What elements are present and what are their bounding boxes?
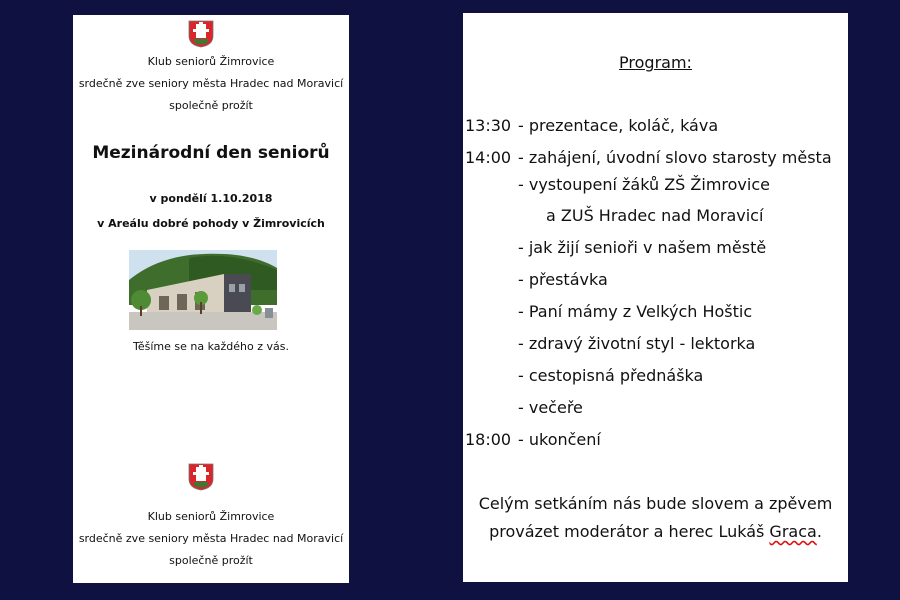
- spend-line: společně prožít: [169, 99, 253, 112]
- club-name: Klub seniorů Žimrovice: [147, 55, 275, 68]
- program-text: - prezentace, koláč, káva: [518, 116, 719, 135]
- moderator-name: Graca: [769, 522, 817, 541]
- closing-line-2: [463, 519, 848, 545]
- program-time: 18:00: [465, 430, 512, 449]
- program-text: - vystoupení žáků ZŠ Žimrovice: [518, 175, 770, 194]
- program-page: [463, 13, 848, 582]
- program-text: - zahájení, úvodní slovo starosty města: [518, 148, 832, 167]
- program-time: 14:00: [465, 148, 512, 167]
- invitation-page: [73, 15, 349, 583]
- event-date: v pondělí 1.10.2018: [149, 192, 273, 205]
- program-text: - cestopisná přednáška: [518, 366, 704, 385]
- program-text: - ukončení: [518, 430, 601, 449]
- closing-line-2-prefix: provázet moderátor a herec Lukáš: [489, 522, 770, 541]
- program-text: - zdravý životní styl - lektorka: [518, 334, 756, 353]
- program-text: - jak žijí senioři v našem městě: [518, 238, 767, 257]
- footer-club-name: Klub seniorů Žimrovice: [147, 510, 275, 523]
- footer-invite-line: srdečně zve seniory města Hradec nad Moravicí: [78, 532, 344, 545]
- event-title: Mezinárodní den seniorů: [92, 143, 330, 163]
- footer-spend-line: společně prožít: [169, 554, 253, 567]
- closing-line-1: Celým setkáním nás bude slovem a zpěvem: [478, 494, 833, 513]
- venue-photo: [129, 250, 277, 330]
- program-text: - večeře: [518, 398, 583, 417]
- closing-line: Těšíme se na každého z vás.: [133, 340, 289, 353]
- program-text: - Paní mámy z Velkých Hoštic: [518, 302, 753, 321]
- program-text: - přestávka: [518, 270, 608, 289]
- invite-line: srdečně zve seniory města Hradec nad Moravicí: [78, 77, 344, 90]
- program-time: 13:30: [465, 116, 512, 135]
- closing-line-2-suffix: .: [816, 522, 822, 541]
- town-crest-icon: [188, 463, 214, 491]
- program-title: Program:: [619, 53, 692, 72]
- program-text: a ZUŠ Hradec nad Moravicí: [546, 206, 764, 225]
- event-place: v Areálu dobré pohody v Žimrovicích: [97, 217, 325, 230]
- town-crest-icon: [188, 20, 214, 48]
